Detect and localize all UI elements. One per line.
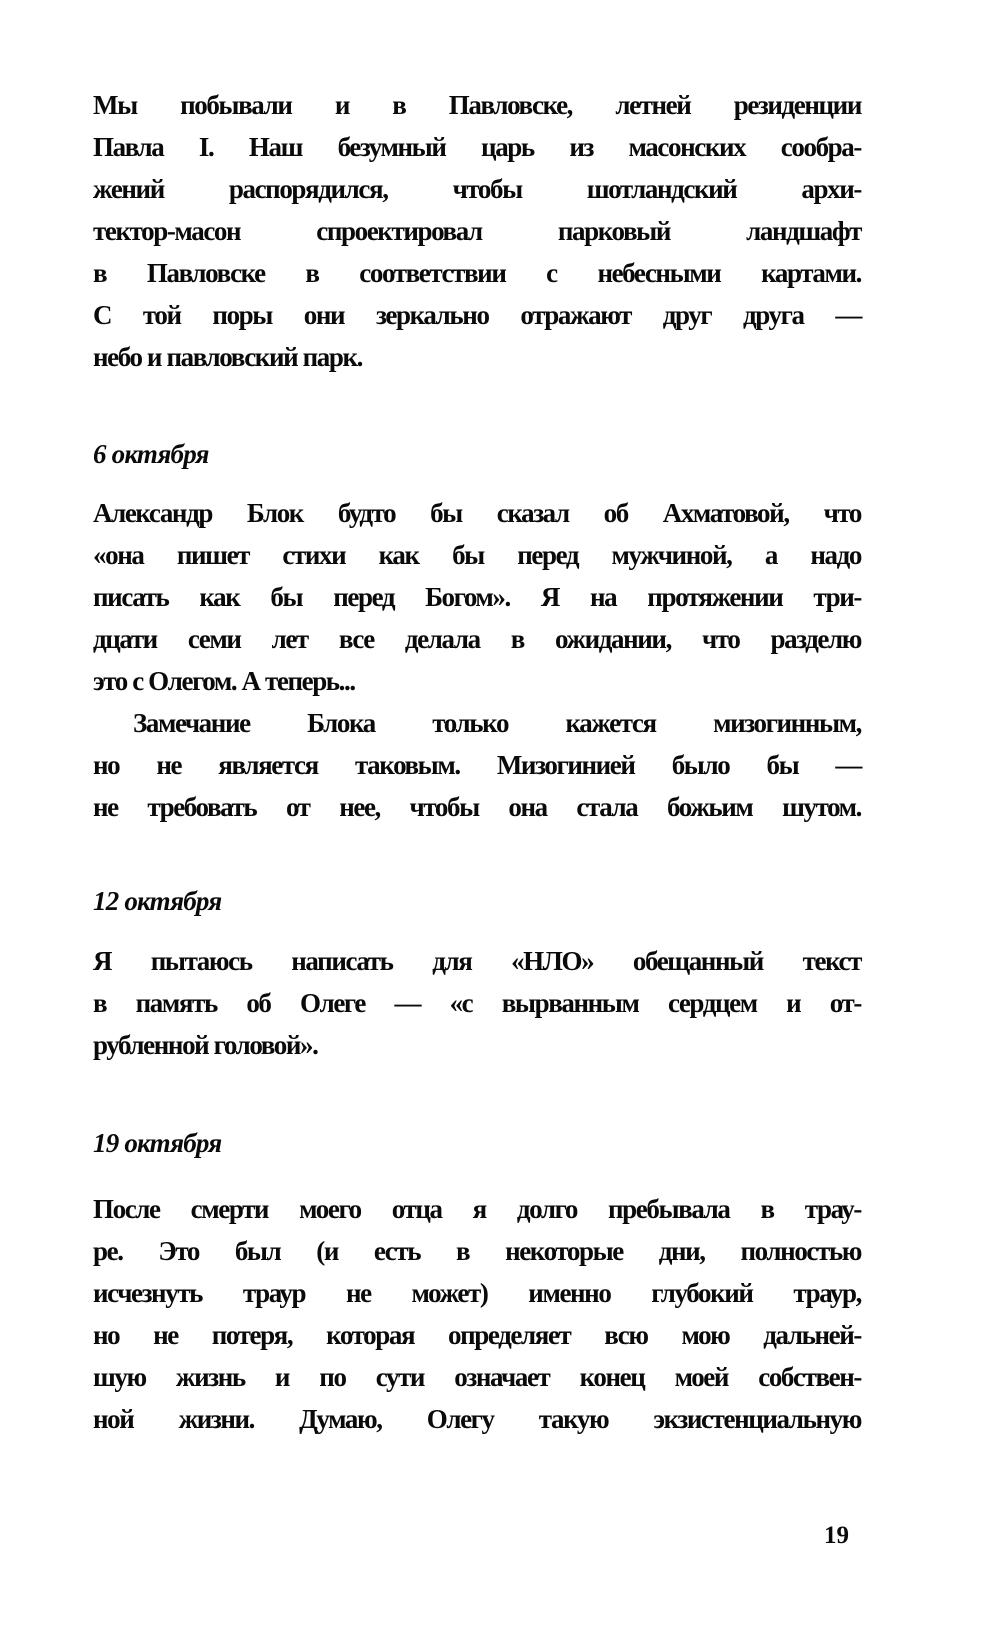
text-line: но не является таковым. Мизогинией было бы — bbox=[93, 750, 861, 780]
date-heading: 19 октября bbox=[93, 1128, 222, 1158]
text-line: Мы побывали и в Павловске, летней резиденции bbox=[93, 90, 861, 120]
text-line: дцати семи лет все делала в ожидании, что разделю bbox=[93, 624, 861, 654]
text-line: но не потеря, которая определяет всю мою дальней- bbox=[93, 1320, 861, 1350]
text-line: не требовать от нее, чтобы она стала божьим шутом. bbox=[93, 792, 861, 822]
date-heading: 6 октября bbox=[93, 439, 209, 469]
text-line: небо и павловский парк. bbox=[93, 342, 362, 372]
text-line: исчезнуть траур не может) именно глубокий траур, bbox=[93, 1278, 861, 1308]
date-heading: 12 октября bbox=[93, 886, 222, 916]
text-line: Павла I. Наш безумный царь из масонских сообра- bbox=[93, 132, 861, 162]
text-line: Замечание Блока только кажется мизогинным, bbox=[133, 708, 861, 738]
text-line: тектор-масон спроектировал парковый ландшафт bbox=[93, 216, 861, 246]
text-line: шую жизнь и по сути означает конец моей собствен- bbox=[93, 1362, 861, 1392]
text-line: Александр Блок будто бы сказал об Ахматовой, что bbox=[93, 498, 861, 528]
text-line: рубленной головой». bbox=[93, 1030, 318, 1060]
page-number: 19 bbox=[824, 1522, 849, 1549]
text-line: писать как бы перед Богом». Я на протяжении три- bbox=[93, 582, 861, 612]
text-line: в Павловске в соответствии с небесными картами. bbox=[93, 258, 861, 288]
text-line: ной жизни. Думаю, Олегу такую экзистенциальную bbox=[93, 1404, 861, 1434]
text-line: в память об Олеге — «с вырванным сердцем и от- bbox=[93, 988, 861, 1018]
text-line: это с Олегом. А теперь... bbox=[93, 666, 355, 696]
text-line: С той поры они зеркально отражают друг друга — bbox=[93, 300, 861, 330]
text-line: Я пытаюсь написать для «НЛО» обещанный текст bbox=[93, 946, 861, 976]
text-line: жений распорядился, чтобы шотландский архи- bbox=[93, 174, 861, 204]
text-line: «она пишет стихи как бы перед мужчиной, а надо bbox=[93, 540, 861, 570]
text-line: После смерти моего отца я долго пребывала в трау- bbox=[93, 1194, 861, 1224]
text-line: ре. Это был (и есть в некоторые дни, полностью bbox=[93, 1236, 861, 1266]
